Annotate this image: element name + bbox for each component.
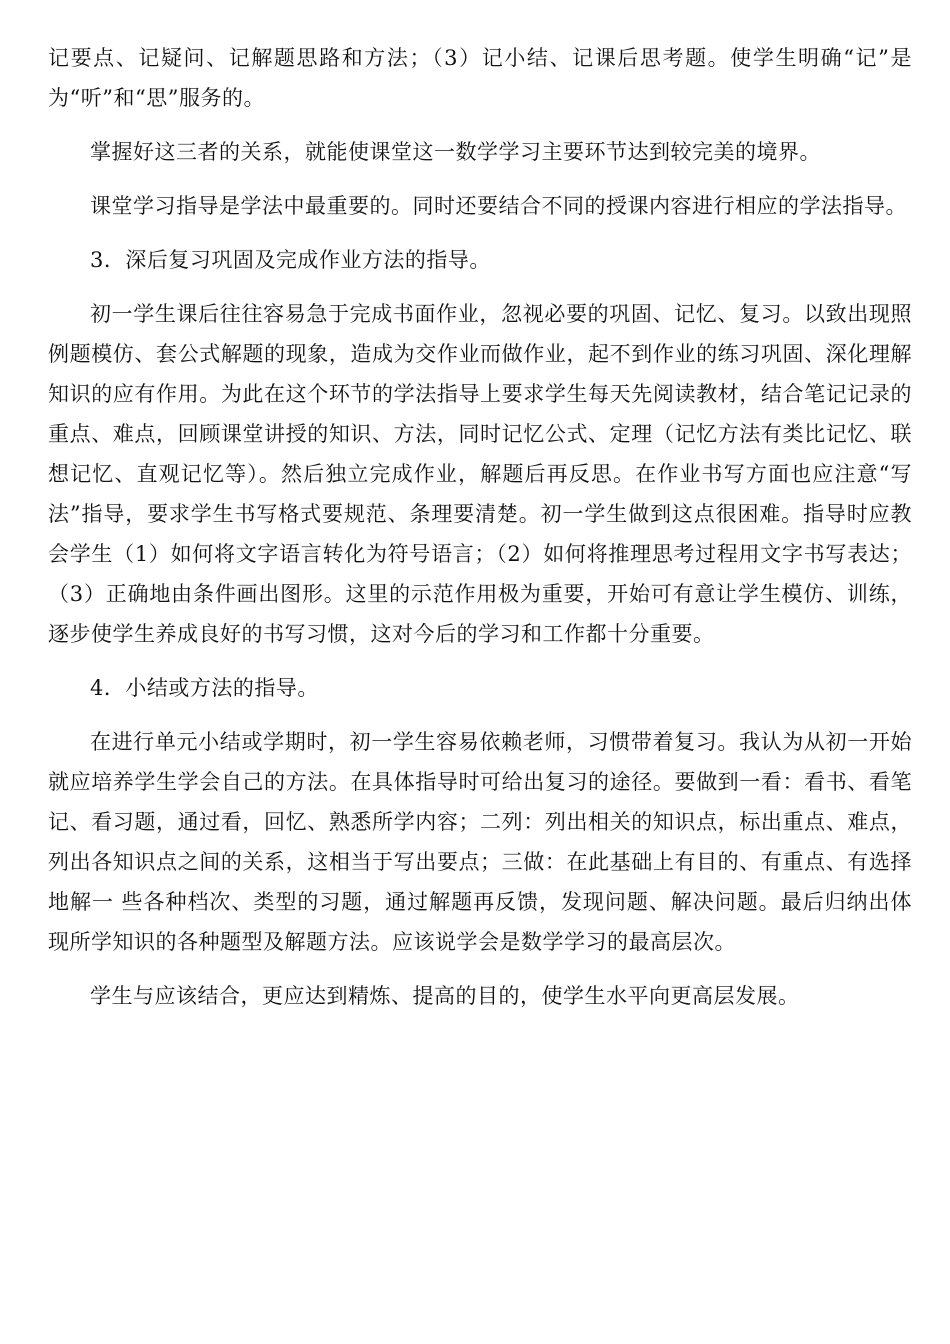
paragraph-classroom-guidance: 课堂学习指导是学法中最重要的。同时还要结合不同的授课内容进行相应的学法指导。 xyxy=(90,194,907,218)
section-heading-4: 4．小结或方法的指导。 xyxy=(90,676,319,700)
paragraph-homework-guidance: 初一学生课后往往容易急于完成书面作业，忽视必要的巩固、记忆、复习。以致出现照例题模仿、套公式解题的现象，造成为交作业而做作业，起不到作业的练习巩固、深化理解知识的应有作用。为此在这个环节的学法指导上要求学生每天先阅读教材，结合笔记记录的重点、难点，回顾课堂讲授的知识、方法，同时记忆公式、定理（记忆方法有类比记忆、联想记忆、直观记忆等）。然后独立完成作业，解题后再反思。在作业书写方面也应注意“写法”指导，要求学生书写格式要规范、条理要清楚。初一学生做到这点很困难。指导时应教会学生（1）如何将文字语言转化为符号语言；（2）如何将推理思考过程用文字书写表达；（3）正确地由条件画出图形。这里的示范作用极为重要，开始可有意让学生模仿、训练，逐步使学生养成良好的书写习惯，这对今后的学习和工作都十分重要。 xyxy=(48,302,912,646)
paragraph-three-relations: 掌握好这三者的关系，就能使课堂这一数学学习主要环节达到较完美的境界。 xyxy=(90,140,821,164)
paragraph-conclusion: 学生与应该结合，更应达到精炼、提高的目的，使学生水平向更高层发展。 xyxy=(90,984,800,1008)
section-heading-3: 3．深后复习巩固及完成作业方法的指导。 xyxy=(90,248,491,272)
paragraph-summary-guidance: 在进行单元小结或学期时，初一学生容易依赖老师，习惯带着复习。我认为从初一开始就应培养学生学会自己的方法。在具体指导时可给出复习的途径。要做到一看：看书、看笔记、看习题，通过看，回忆、熟悉所学内容；二列：列出相关的知识点，标出重点、难点，列出各知识点之间的关系，这相当于写出要点；三做：在此基础上有目的、有重点、有选择地解一 些各种档次、类型的习题，通过解题再反馈，发现问题、解决问题。最后归纳出体现所学知识的各种题型及解题方法。应该说学会是数学学习的最高层次。 xyxy=(48,730,912,954)
paragraph-note-taking: 记要点、记疑问、记解题思路和方法；（3）记小结、记课后思考题。使学生明确“记”是为“听”和“思”服务的。 xyxy=(48,46,912,110)
